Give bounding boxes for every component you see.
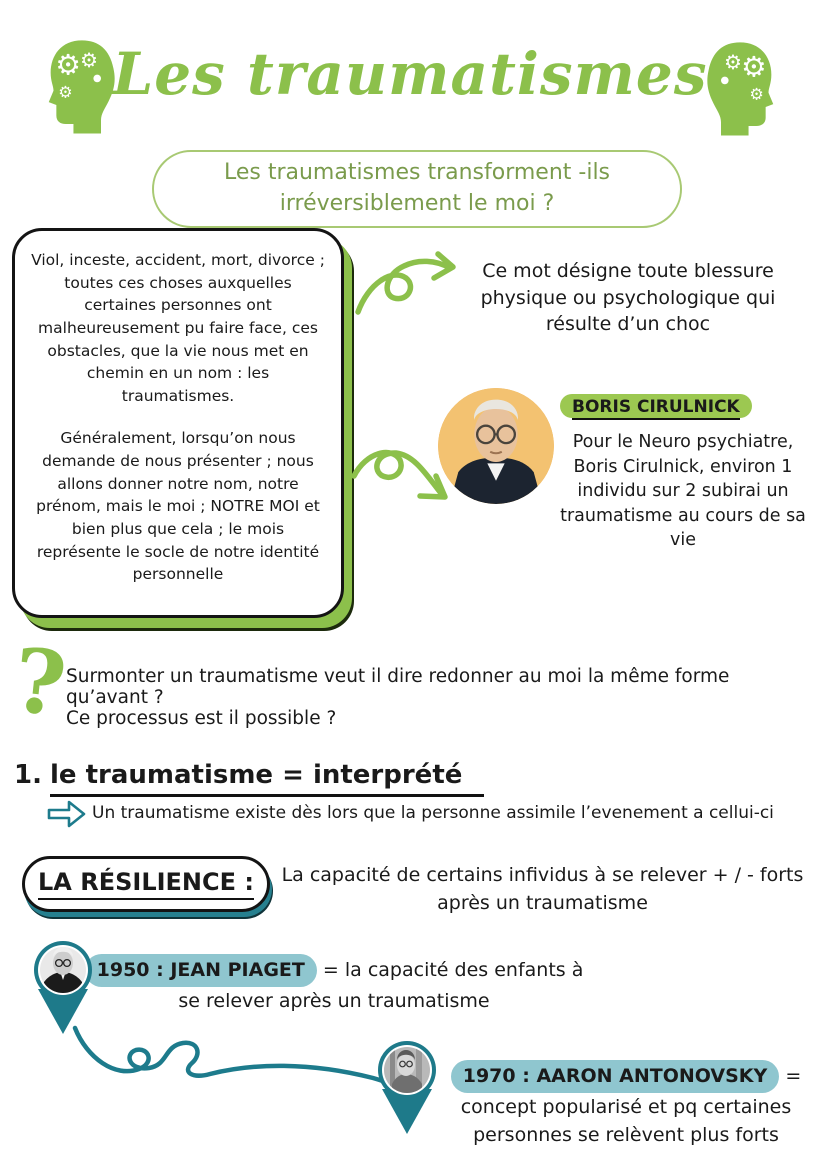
gear-icon: ⚙	[55, 48, 81, 82]
timeline-1950-text: = la capacité des enfants à se relever après un traumatisme	[178, 959, 584, 1012]
map-pin-piaget	[32, 940, 94, 1040]
resilience-definition: La capacité de certains infividus à se relever + / - forts après un traumatisme	[281, 864, 804, 914]
question-line-1: Surmonter un traumatisme veut il dire redonner au moi la même forme qu’avant ?	[66, 666, 730, 708]
gear-icon: ⚙	[58, 82, 73, 102]
gear-icon: ⚙	[741, 50, 767, 84]
expert-name-text: BORIS CIRULNICK	[572, 397, 740, 420]
expert-name-highlight	[560, 394, 752, 418]
subtitle-question-box	[152, 150, 682, 228]
section-number: 1.	[14, 760, 42, 790]
brain-gears-head-icon	[702, 40, 778, 136]
section-1-heading	[14, 760, 484, 790]
question-mark-icon: ?	[8, 627, 71, 737]
resilience-label: LA RÉSILIENCE :	[38, 868, 254, 900]
page-title: Les traumatismes	[112, 40, 708, 108]
block-arrow-icon	[46, 798, 88, 830]
brain-gears-head-icon	[44, 38, 120, 134]
subtitle-text: Les traumatismes transforment -ils irréversiblement le moi ?	[223, 160, 611, 216]
section-note-text: Un traumatisme existe dès lors que la personne assimile l’evenement a cellui-ci	[92, 803, 774, 823]
intro-paragraph-2: Généralement, lorsqu’on nous demande de nous présenter ; nous allons donner notre nom, notre prénom, mais le moi ; NOTRE MOI et bien plus que cela ; le mois représente le socle de notre identité personnelle	[36, 429, 320, 584]
map-pin-antonovsky	[376, 1040, 438, 1140]
section-title: le traumatisme = interprété	[50, 760, 484, 797]
intro-paragraph-1: Viol, inceste, accident, mort, divorce ; toutes ces choses auxquelles certaines personnes ont malheureusement pu faire face, ces obstacles, que la vie nous met en chemin en un nom : les traumatismes.	[31, 251, 325, 405]
timeline-1970-highlight: 1970 : AARON ANTONOVSKY	[451, 1060, 780, 1093]
expert-statistic-text: Pour le Neuro psychiatre, Boris Cirulnick, environ 1 individu sur 2 subirai un traumatisme au cours de sa vie	[560, 432, 806, 550]
question-line-2: Ce processus est il possible ?	[66, 708, 337, 729]
gear-icon: ⚙	[749, 84, 764, 104]
timeline-1970-text: = concept popularisé et pq certaines personnes se relèvent plus forts	[460, 1065, 802, 1146]
resilience-label-box	[22, 856, 270, 912]
boris-cirulnick-photo	[438, 388, 554, 504]
antonovsky-photo	[384, 1047, 430, 1093]
timeline-item-1970	[440, 1060, 812, 1150]
timeline-1950-highlight: 1950 : JEAN PIAGET	[85, 954, 317, 987]
gear-icon: ⚙	[80, 48, 98, 72]
piaget-photo	[40, 947, 86, 993]
trauma-definition-text: Ce mot désigne toute blessure physique ou psychologique qui résulte d’un choc	[480, 260, 776, 336]
intro-definition-box	[12, 228, 344, 618]
gear-icon: ⚙	[724, 50, 742, 74]
